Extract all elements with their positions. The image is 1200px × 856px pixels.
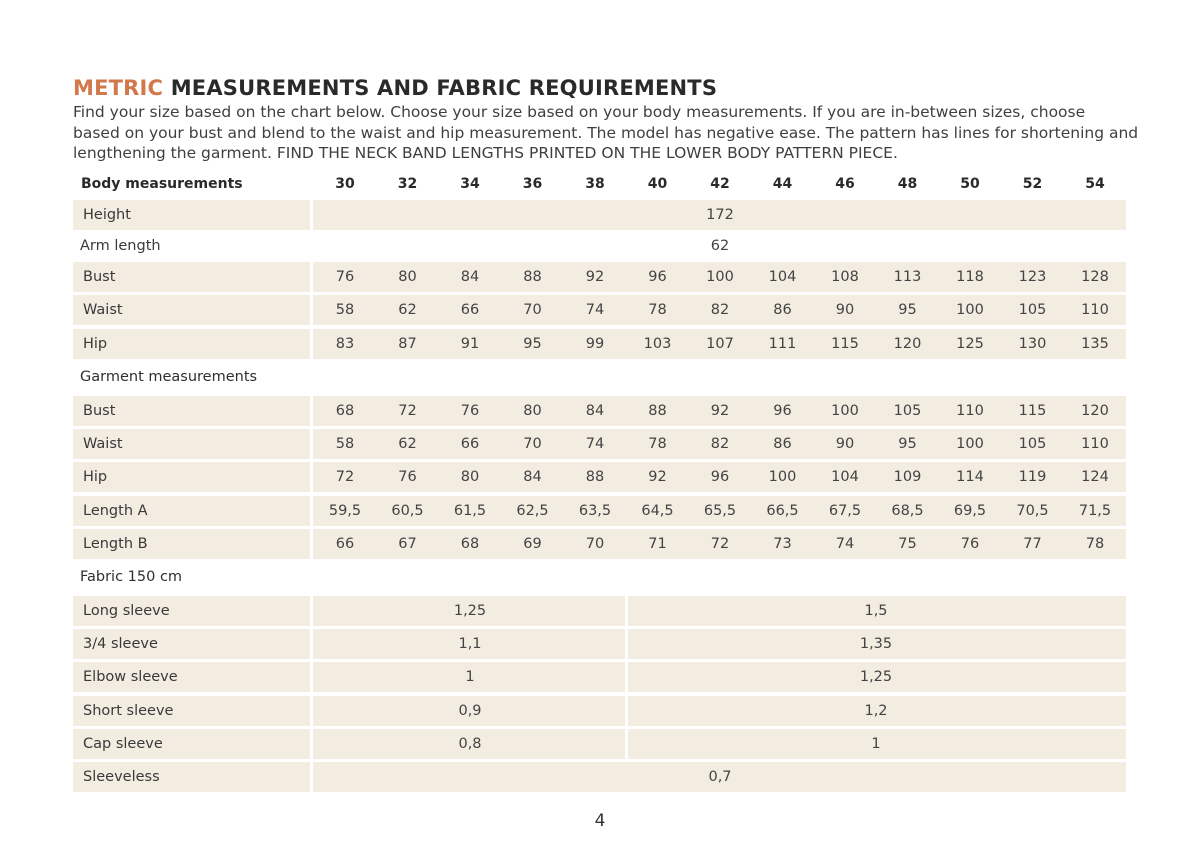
garment-length-b-row: [73, 529, 1126, 559]
cell-value: 68,5: [891, 503, 924, 519]
cell-value: 77: [1023, 536, 1042, 552]
size-header: 46: [835, 176, 855, 192]
size-header: 34: [460, 176, 480, 192]
cell-value: 58: [335, 302, 355, 318]
cell-value: 64,5: [641, 503, 674, 519]
row-label: 3/4 sleeve: [83, 636, 158, 652]
cell-value: 105: [893, 403, 922, 419]
cell-value: 75: [898, 536, 917, 552]
cell-value: 110: [1081, 436, 1109, 452]
cell-value: 70: [523, 302, 542, 318]
cell-value: 66: [460, 436, 480, 452]
row-label: Bust: [83, 403, 116, 419]
row-label: Length A: [83, 503, 148, 519]
intro-line: Find your size based on the chart below. Choose your size based on your body measurements. If you are in-between sizes, choose: [73, 103, 1086, 121]
cell-value: 76: [960, 536, 980, 552]
row-label: Waist: [83, 436, 123, 452]
cell-value: 88: [523, 269, 542, 285]
cell-value: 96: [710, 469, 730, 485]
cell-value: 95: [898, 436, 917, 452]
row-label: Waist: [83, 302, 123, 318]
cell-value: 74: [585, 302, 605, 318]
row-label: Length B: [83, 536, 148, 552]
cell-value: 104: [768, 269, 797, 285]
cell-value: 105: [1018, 436, 1047, 452]
cell-value: 88: [648, 403, 667, 419]
cell-value: 61,5: [453, 503, 487, 519]
cell-value: 128: [1081, 269, 1109, 285]
cell-value: 96: [773, 403, 792, 419]
row-label: Cap sleeve: [83, 736, 163, 752]
fabric-sleeveless-row: [73, 762, 1126, 792]
cell-value: 72: [398, 403, 417, 419]
fabric-long-sleeve-row: [73, 596, 1126, 626]
cell-value: 105: [1018, 302, 1047, 318]
cell-value: 76: [335, 269, 355, 285]
cell-value: 59,5: [328, 503, 362, 519]
cell-value: 80: [398, 269, 417, 285]
cell-value: 66,5: [766, 503, 799, 519]
title-rest: MEASUREMENTS AND FABRIC REQUIREMENTS: [170, 76, 718, 100]
cell-value: 58: [335, 436, 355, 452]
cell-value: 65,5: [703, 503, 737, 519]
cell-value: 109: [893, 469, 922, 485]
cell-value: 62: [710, 238, 730, 254]
size-header: 32: [397, 176, 418, 192]
size-header: 30: [335, 176, 355, 192]
cell-value: 82: [710, 302, 730, 318]
cell-value: 82: [710, 436, 730, 452]
cell-value: 86: [773, 436, 792, 452]
size-header: 52: [1022, 176, 1043, 192]
cell-value: 78: [648, 436, 667, 452]
intro-line: based on your bust and blend to the waist and hip measurement. The model has negative ease. The pattern has lines for shortening and: [73, 123, 1139, 142]
cell-value: 130: [1018, 336, 1047, 352]
cell-value: 71,5: [1078, 503, 1112, 519]
size-header: 50: [960, 176, 980, 192]
cell-value: 67,5: [828, 503, 862, 519]
cell-value: 100: [831, 403, 859, 419]
cell-value: 74: [835, 536, 855, 552]
cell-value: 78: [1085, 536, 1105, 552]
fabric-elbow-sleeve-row: [73, 662, 1126, 692]
cell-value: 84: [523, 469, 542, 485]
cell-value: 110: [1081, 302, 1109, 318]
cell-value: 62: [398, 302, 417, 318]
cell-value: 68: [460, 536, 480, 552]
size-header: 36: [522, 176, 543, 192]
cell-value: 74: [585, 436, 605, 452]
cell-value: 92: [585, 269, 605, 285]
fabric-large-sizes: 1,2: [864, 703, 888, 719]
body-bust-row: [73, 262, 1126, 292]
fabric-large-sizes: 1,5: [864, 603, 888, 619]
cell-value: 60,5: [391, 503, 424, 519]
cell-value: 172: [706, 207, 734, 223]
cell-value: 110: [956, 403, 984, 419]
cell-value: 111: [768, 336, 797, 352]
cell-value: 72: [710, 536, 730, 552]
row-label: Hip: [83, 469, 108, 485]
cell-value: 114: [956, 469, 984, 485]
size-header: 42: [710, 176, 730, 192]
fabric-small-sizes: 0,9: [458, 703, 482, 719]
row-label: Long sleeve: [83, 603, 170, 619]
cell-value: 84: [585, 403, 605, 419]
cell-value: 62,5: [516, 503, 549, 519]
size-header: 54: [1085, 176, 1105, 192]
cell-value: 73: [773, 536, 792, 552]
garment-hip-row: [73, 462, 1126, 492]
cell-value: 120: [893, 336, 922, 352]
size-header: 40: [647, 176, 668, 192]
cell-value: 76: [398, 469, 417, 485]
cell-value: 70,5: [1016, 503, 1049, 519]
fabric-cap-sleeve-row: [73, 729, 1126, 759]
cell-value: 124: [1081, 469, 1109, 485]
cell-value: 113: [893, 269, 922, 285]
cell-value: 115: [1018, 403, 1047, 419]
cell-value: 69,5: [953, 503, 987, 519]
page-number: 4: [594, 811, 606, 831]
row-label: Sleeveless: [83, 769, 160, 785]
cell-value: 80: [460, 469, 480, 485]
height-row: [73, 200, 1126, 230]
cell-value: 115: [831, 336, 859, 352]
cell-value: 90: [835, 302, 855, 318]
garment-measurements-heading: Garment measurements: [80, 369, 258, 385]
size-header-row: [73, 174, 1126, 196]
cell-value: 118: [956, 269, 984, 285]
cell-value: 107: [706, 336, 734, 352]
fabric-short-sleeve-row: [73, 696, 1126, 726]
cell-value: 63,5: [578, 503, 612, 519]
cell-value: 100: [768, 469, 797, 485]
garment-length-a-row: [73, 496, 1126, 526]
cell-value: 90: [835, 436, 855, 452]
cell-value: 95: [523, 336, 542, 352]
row-label: Arm length: [80, 238, 161, 254]
cell-value: 70: [523, 436, 542, 452]
cell-value: 92: [710, 403, 730, 419]
row-label: Bust: [83, 269, 116, 285]
cell-value: 68: [335, 403, 355, 419]
fabric-small-sizes: 1: [465, 669, 475, 685]
cell-value: 99: [585, 336, 605, 352]
cell-value: 91: [460, 336, 480, 352]
body-waist-row: [73, 295, 1126, 325]
cell-value: 92: [648, 469, 667, 485]
garment-waist-row: [73, 429, 1126, 459]
fabric-three-quarter-sleeve-row: [73, 629, 1126, 659]
cell-value: 119: [1018, 469, 1047, 485]
fabric-all-sizes: 0,7: [708, 769, 732, 785]
cell-value: 86: [773, 302, 792, 318]
garment-bust-row: [73, 396, 1126, 426]
cell-value: 71: [648, 536, 667, 552]
size-header: 38: [585, 176, 605, 192]
row-label: Hip: [83, 336, 108, 352]
cell-value: 69: [523, 536, 542, 552]
size-header: 44: [772, 176, 793, 192]
fabric-small-sizes: 1,1: [458, 636, 482, 652]
cell-value: 62: [398, 436, 417, 452]
cell-value: 123: [1018, 269, 1047, 285]
intro-text: [73, 102, 1143, 164]
row-label: Short sleeve: [83, 703, 174, 719]
fabric-small-sizes: 0,8: [458, 736, 482, 752]
cell-value: 83: [335, 336, 355, 352]
cell-value: 120: [1081, 403, 1109, 419]
fabric-small-sizes: 1,25: [453, 603, 487, 619]
cell-value: 100: [956, 436, 984, 452]
cell-value: 108: [831, 269, 859, 285]
cell-value: 76: [460, 403, 480, 419]
page-title: [73, 76, 717, 100]
cell-value: 95: [898, 302, 917, 318]
fabric-large-sizes: 1: [871, 736, 881, 752]
cell-value: 104: [831, 469, 859, 485]
fabric-heading: Fabric 150 cm: [80, 569, 183, 585]
cell-value: 72: [335, 469, 355, 485]
title-accent: METRIC: [73, 76, 164, 100]
cell-value: 100: [706, 269, 734, 285]
cell-value: 66: [460, 302, 480, 318]
cell-value: 96: [648, 269, 667, 285]
cell-value: 135: [1081, 336, 1109, 352]
cell-value: 84: [460, 269, 480, 285]
cell-value: 125: [956, 336, 984, 352]
size-header: 48: [897, 176, 918, 192]
arm-length-row: [73, 231, 1126, 261]
intro-line: lengthening the garment. FIND THE NECK BAND LENGTHS PRINTED ON THE LOWER BODY PATTERN PIECE.: [73, 144, 898, 162]
cell-value: 70: [585, 536, 605, 552]
fabric-large-sizes: 1,35: [859, 636, 893, 652]
cell-value: 80: [523, 403, 542, 419]
fabric-large-sizes: 1,25: [859, 669, 893, 685]
cell-value: 78: [648, 302, 667, 318]
cell-value: 103: [643, 336, 672, 352]
cell-value: 87: [398, 336, 417, 352]
cell-value: 67: [398, 536, 417, 552]
cell-value: 100: [956, 302, 984, 318]
cell-value: 66: [335, 536, 355, 552]
body-measurements-heading: Body measurements: [81, 176, 243, 192]
row-label: Elbow sleeve: [83, 669, 178, 685]
cell-value: 88: [585, 469, 605, 485]
row-label: Height: [83, 207, 131, 223]
body-hip-row: [73, 329, 1126, 359]
